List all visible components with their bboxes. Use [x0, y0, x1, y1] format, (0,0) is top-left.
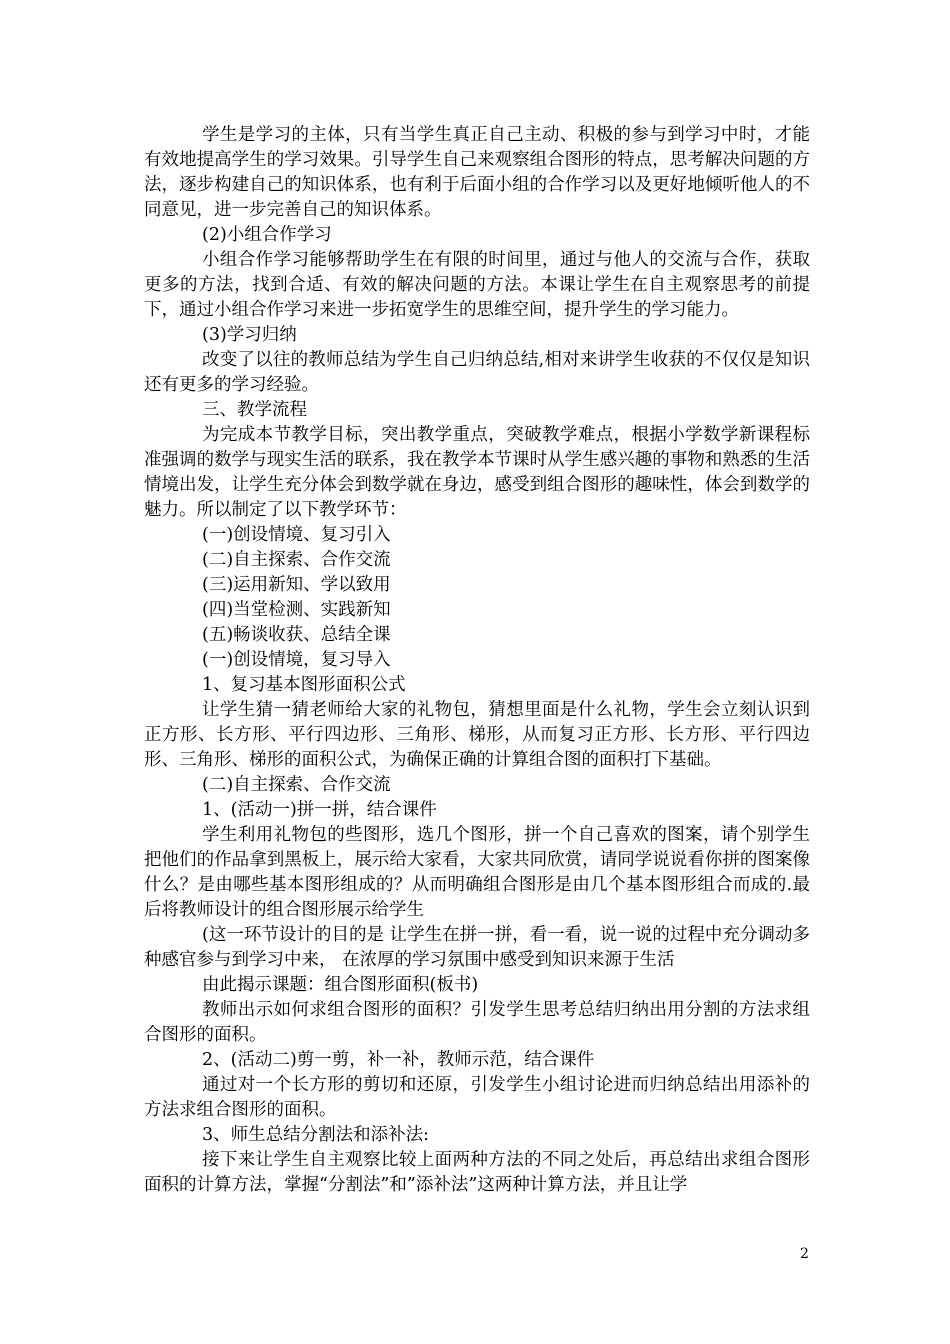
list-item-step-5: (五)畅谈收获、总结全课 — [202, 625, 391, 645]
paragraph-teaching-process: 为完成本节教学目标，突出教学重点，突破教学难点，根据小学数学新课程标准强调的数学与现实生活的联系，我在教学本节课时从学生感兴趣的事物和熟悉的生活情境出发，让学生充分体会到数学就在身边，感受到组合图形的趣味性，体会到数学的魅力。所以制定了以下教学环节： — [144, 425, 810, 520]
paragraph-student-subject: 学生是学习的主体，只有当学生真正自己主动、积极的参与到学习中时，才能有效地提高学生的学习效果。引导学生自己来观察组合图形的特点，思考解决问题的方法，逐步构建自己的知识体系，也有利于后面小组的合作学习以及更好地倾听他人的不同意见，进一步完善自己的知识体系。 — [144, 125, 810, 220]
heading-group-cooperation: (2)小组合作学习 — [202, 225, 332, 245]
heading-situation-review: (一)创设情境，复习导入 — [202, 650, 391, 670]
paragraph-reveal-topic: 由此揭示课题：组合图形面积(板书) — [202, 975, 479, 995]
document-body — [144, 123, 810, 1198]
list-item-step-2: (二)自主探索、合作交流 — [202, 550, 391, 570]
paragraph-learning-summary: 改变了以往的教师总结为学生自己归纳总结,相对来讲学生收获的不仅仅是知识还有更多的学习经验。 — [144, 350, 810, 395]
paragraph-method-summary: 接下来让学生自主观察比较上面两种方法的不同之处后，再总结出求组合图形面积的计算方法，掌握“分割法”和”添补法”这两种计算方法，并且让学 — [144, 1150, 810, 1195]
heading-learning-summary: (3)学习归纳 — [202, 325, 297, 345]
heading-activity-two: 2、(活动二)剪一剪，补一补，教师示范，结合课件 — [202, 1050, 595, 1070]
paragraph-group-cooperation: 小组合作学习能够帮助学生在有限的时间里，通过与他人的交流与合作，获取更多的方法，找到合适、有效的解决问题的方法。本课让学生在自主观察思考的前提下，通过小组合作学习来进一步拓宽学生的思维空间，提升学生的学习能力。 — [144, 250, 810, 320]
paragraph-activity-one: 学生利用礼物包的些图形，选几个图形，拼一个自己喜欢的图案，请个别学生把他们的作品拿到黑板上，展示给大家看，大家共同欣赏，请同学说说看你拼的图案像什么？是由哪些基本图形组成的？从而明确组合图形是由几个基本图形组合而成的.最后将教师设计的组合图形展示给学生 — [144, 825, 810, 920]
list-item-step-3: (三)运用新知、学以致用 — [202, 575, 391, 595]
heading-method-summary: 3、师生总结分割法和添补法: — [202, 1125, 430, 1145]
paragraph-activity-two: 通过对一个长方形的剪切和还原，引发学生小组讨论进而归纳总结出用添补的方法求组合图形的面积。 — [144, 1075, 810, 1120]
heading-teaching-process: 三、教学流程 — [202, 400, 307, 420]
heading-activity-one: 1、(活动一)拼一拼，结合课件 — [202, 800, 437, 820]
page-number: 2 — [800, 1246, 809, 1262]
list-item-step-1: (一)创设情境、复习引入 — [202, 525, 391, 545]
heading-review-formulas: 1、复习基本图形面积公式 — [202, 675, 406, 695]
paragraph-division-method: 教师出示如何求组合图形的面积？引发学生思考总结归纳出用分割的方法求组合图形的面积。 — [144, 1000, 810, 1045]
heading-explore-communicate: (二)自主探索、合作交流 — [202, 775, 391, 795]
paragraph-activity-purpose: (这一环节设计的目的是 让学生在拼一拼，看一看，说一说的过程中充分调动多种感官参与到学习中来， 在浓厚的学习氛围中感受到知识来源于生活 — [144, 925, 810, 970]
paragraph-gift-guess: 让学生猜一猜老师给大家的礼物包，猜想里面是什么礼物，学生会立刻认识到正方形、长方形、平行四边形、三角形、梯形，从而复习正方形、长方形、平行四边形、三角形、梯形的面积公式，为确保正确的计算组合图的面积打下基础。 — [144, 700, 810, 770]
list-item-step-4: (四)当堂检测、实践新知 — [202, 600, 391, 620]
